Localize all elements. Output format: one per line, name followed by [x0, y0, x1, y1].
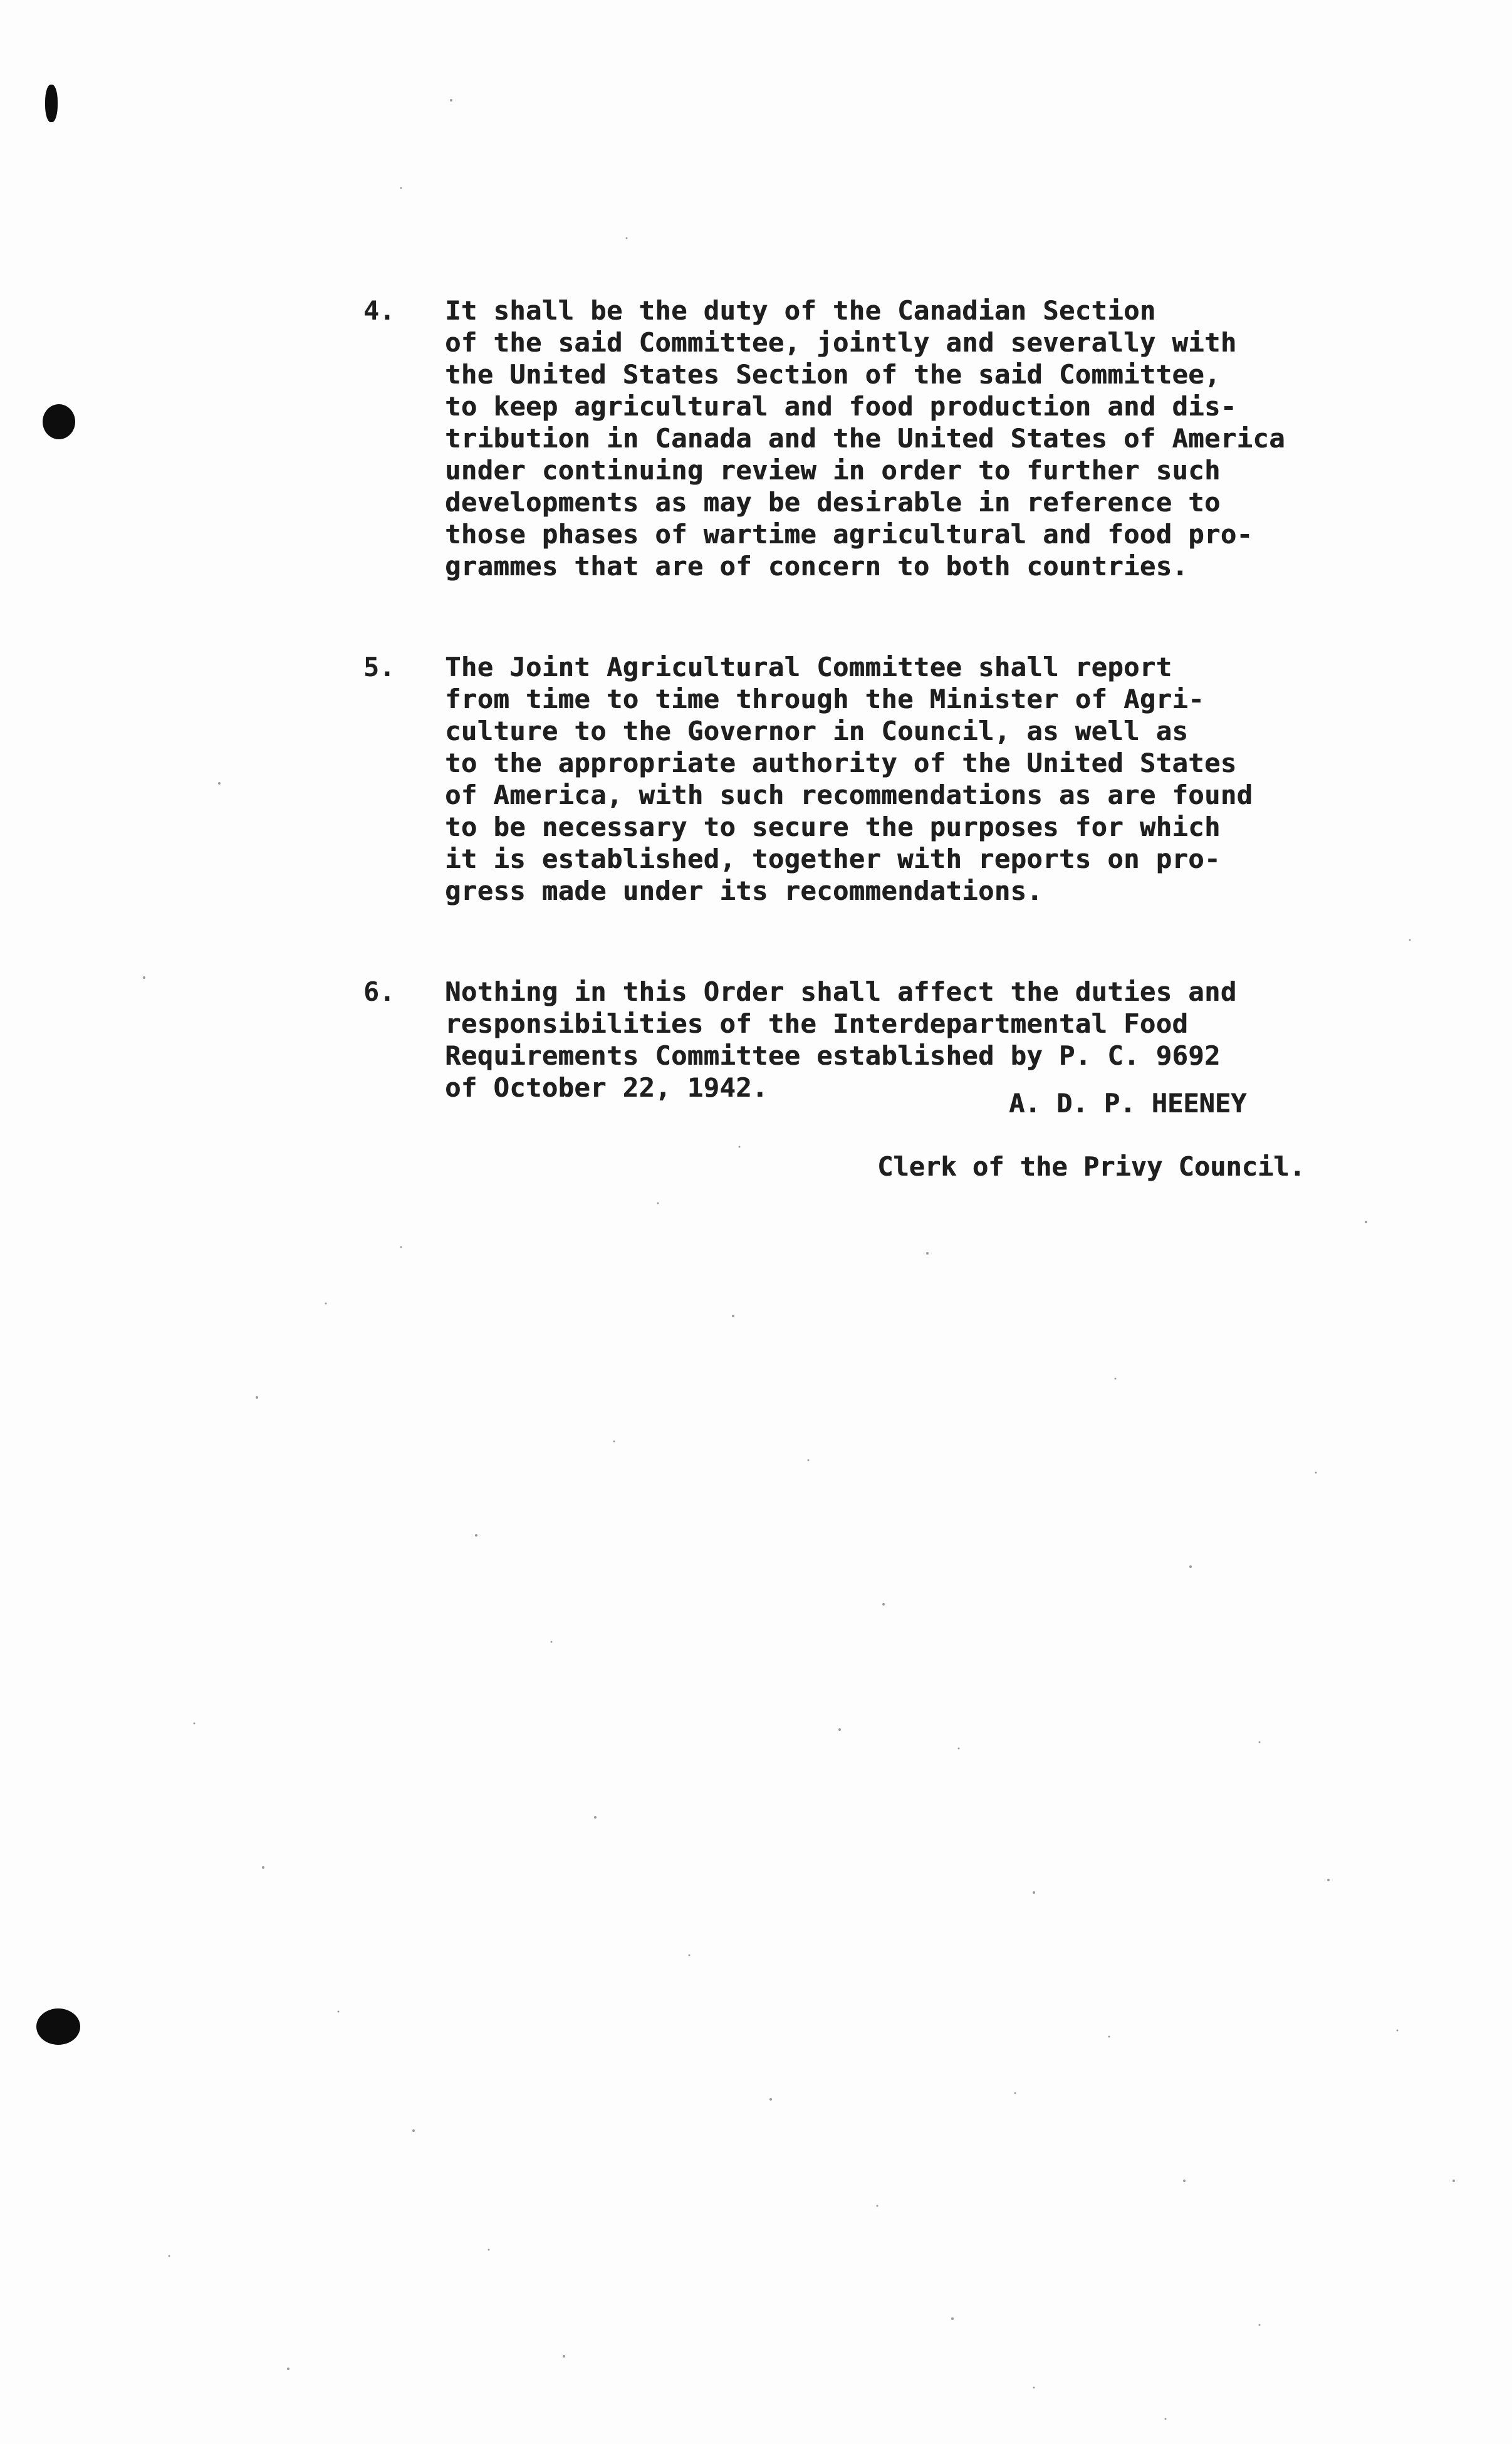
text-line: to be necessary to secure the purposes for which	[445, 812, 1221, 842]
text-line: tribution in Canada and the United States of America	[445, 423, 1285, 454]
text-line: The Joint Agricultural Committee shall report	[445, 652, 1172, 682]
binder-hole-top	[45, 85, 58, 122]
text-line: of America, with such recommendations as are found	[445, 780, 1253, 810]
text-line: It shall be the duty of the Canadian Section	[445, 295, 1156, 326]
text-line: to the appropriate authority of the United States	[445, 748, 1237, 778]
text-line: Requirements Committee established by P. C. 9692	[445, 1040, 1221, 1071]
paragraph-4	[363, 295, 1441, 582]
paragraph-text	[445, 976, 1441, 1104]
order-body	[363, 295, 1441, 1172]
paragraph-6	[363, 976, 1441, 1104]
paragraph-number: 4.	[363, 295, 395, 326]
binder-hole-bottom	[36, 2008, 80, 2045]
paragraph-number: 6.	[363, 976, 395, 1007]
text-line: of the said Committee, jointly and severally with	[445, 327, 1237, 358]
text-line: of October 22, 1942.	[445, 1072, 768, 1103]
text-line: responsibilities of the Interdepartmental Food	[445, 1008, 1189, 1039]
text-line: those phases of wartime agricultural and food pro-	[445, 519, 1253, 550]
signatory-name: A. D. P. HEENEY	[1009, 1088, 1247, 1119]
paragraph-text	[445, 295, 1441, 582]
text-line: to keep agricultural and food production and dis-	[445, 391, 1237, 422]
text-line: culture to the Governor in Council, as well as	[445, 716, 1189, 746]
paragraph-5	[363, 651, 1441, 907]
paragraph-number: 5.	[363, 652, 395, 682]
text-line: under continuing review in order to further such	[445, 455, 1221, 486]
text-line: the United States Section of the said Committee,	[445, 359, 1221, 390]
text-line: grammes that are of concern to both countries.	[445, 551, 1189, 582]
binder-hole-middle	[43, 404, 75, 439]
text-line: Nothing in this Order shall affect the duties and	[445, 976, 1237, 1007]
paragraph-text	[445, 651, 1441, 907]
signature-block	[877, 1087, 1441, 1183]
text-line: gress made under its recommendations.	[445, 875, 1043, 906]
signatory-title: Clerk of the Privy Council.	[877, 1151, 1305, 1182]
text-line: it is established, together with reports on pro-	[445, 843, 1221, 874]
text-line: from time to time through the Minister of Agri-	[445, 684, 1204, 714]
text-line: developments as may be desirable in reference to	[445, 487, 1221, 518]
